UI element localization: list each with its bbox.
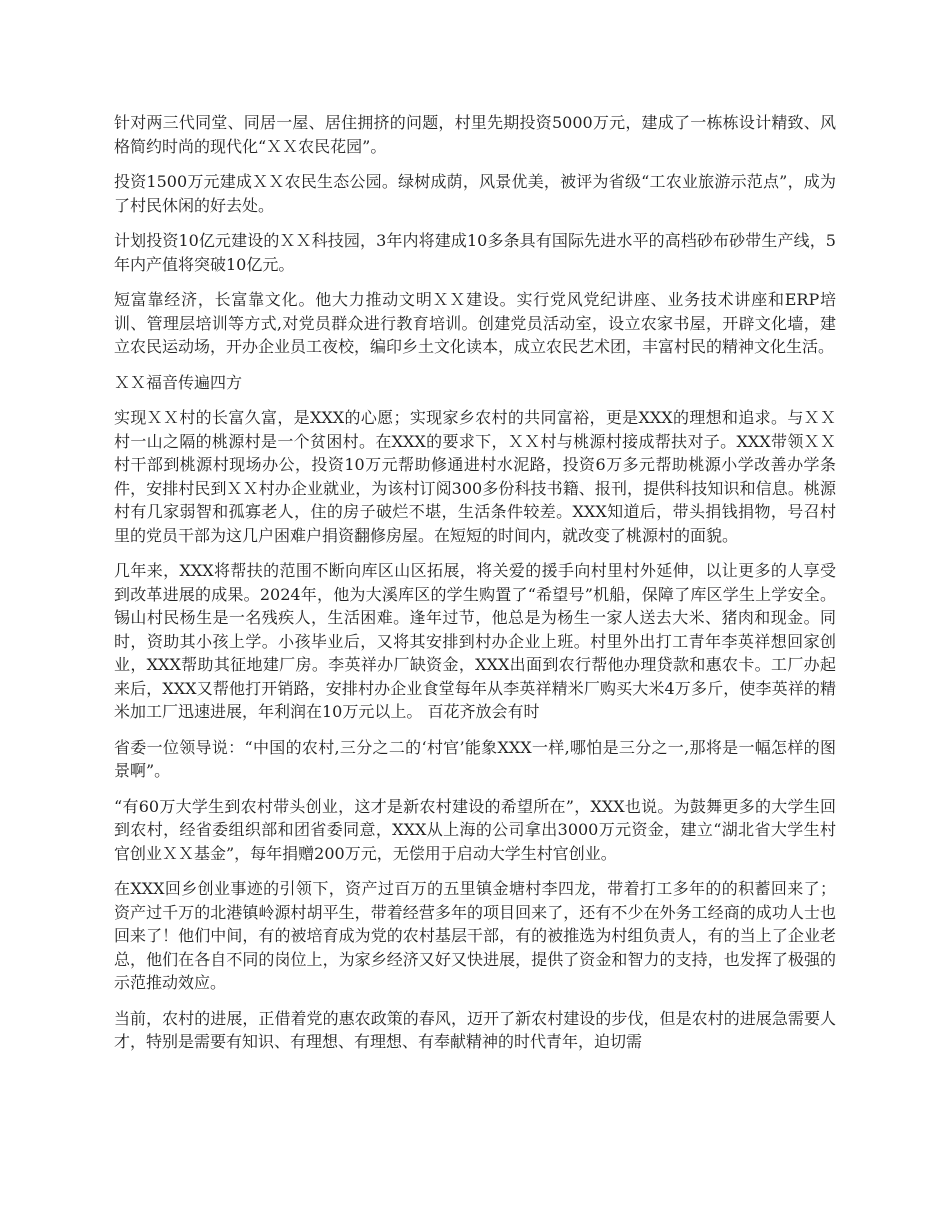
paragraph-leader-quote: 省委一位领导说：“中国的农村,三分之二的‘村官’能象XXX一样,哪怕是三分之一,那将是一幅怎样的图景啊”。 bbox=[114, 737, 836, 780]
section-heading-gospel: ＸＸ福音传遍四方 bbox=[114, 372, 243, 392]
paragraph-students-fund: “有60万大学生到农村带头创业，这才是新农村建设的希望所在”，XXX也说。为鼓舞更多的大学生回到农村，经省委组织部和团省委同意，XXX从上海的公司拿出3000万元资金，建立“湖北省大学生村官创业ＸＸ基金”，每年捐赠200万元，无偿用于启动大学生村官创业。 bbox=[114, 796, 836, 863]
paragraph-taoyuan-village: 实现ＸＸ村的长富久富，是XXX的心愿；实现家乡农村的共同富裕，更是XXX的理想和追求。与ＸＸ村一山之隔的桃源村是一个贫困村。在XXX的要求下，ＸＸ村与桃源村接成帮扶对子。XXX带领ＸＸ村干部到桃源村现场办公，投资10万元帮助修通进村水泥路，投资6万多元帮助桃源小学改善办学条件，安排村民到ＸＸ村办企业就业，为该村订阅300多份科技书籍、报刊，提供科技知识和信息。桃源村有几家弱智和孤寡老人，住的房子破烂不堪，生活条件较差。XXX知道后，带头捐钱捐物，号召村里的党员干部为这几户困难户捐资翻修房屋。在短短的时间内，就改变了桃源村的面貌。 bbox=[114, 408, 836, 545]
paragraph-current-development: 当前，农村的进展，正借着党的惠农政策的春风，迈开了新农村建设的步伐，但是农村的进展急需要人才，特别是需要有知识、有理想、有理想、有奉献精神的时代青年，迫切需 bbox=[114, 1008, 836, 1051]
document-body bbox=[114, 111, 836, 1066]
paragraph-ecology-park: 投资1500万元建成ＸＸ农民生态公园。绿树成荫，风景优美，被评为省级“工农业旅游示范点”，成为了村民休闲的好去处。 bbox=[114, 172, 836, 215]
paragraph-farmer-garden: 针对两三代同堂、同居一屋、居住拥挤的问题，村里先期投资5000万元，建成了一栋栋设计精致、风格简约时尚的现代化“ＸＸ农民花园”。 bbox=[114, 113, 836, 156]
paragraph-assistance: 几年来，XXX将帮扶的范围不断向库区山区拓展，将关爱的援手向村里村外延伸，以让更多的人享受到改革进展的成果。2024年，他为大溪库区的学生购置了“希望号”机船，保障了库区学生上学安全。锡山村民杨生是一名残疾人，生活困难。逢年过节，他总是为杨生一家人送去大米、猪肉和现金。同时，资助其小孩上学。小孩毕业后，又将其安排到村办企业上班。村里外出打工青年李英祥想回家创业，XXX帮助其征地建厂房。李英祥办厂缺资金，XXX出面到农行帮他办理贷款和惠农卡。工厂办起来后，XXX又帮他打开销路，安排村办企业食堂每年从李英祥精米厂购买大米4万多斤，使李英祥的精米加工厂迅速进展，年利润在10万元以上。 百花齐放会有时 bbox=[114, 561, 836, 721]
paragraph-returnees: 在XXX回乡创业事迹的引领下，资产过百万的五里镇金塘村李四龙，带着打工多年的的积蓄回来了；资产过千万的北港镇岭源村胡平生，带着经营多年的项目回来了，还有不少在外务工经商的成功人士也回来了！他们中间，有的被培育成为党的农村基层干部，有的被推选为村组负责人，有的当上了企业老总，他们在各自不同的岗位上，为家乡经济又好又快进展，提供了资金和智力的支持，也发挥了极强的示范推动效应。 bbox=[114, 879, 836, 992]
paragraph-culture: 短富靠经济，长富靠文化。他大力推动文明ＸＸ建设。实行党风党纪讲座、业务技术讲座和ERP培训、管理层培训等方式,对党员群众进行教育培训。创建党员活动室，设立农家书屋，开辟文化墙，建立农民运动场，开办企业员工夜校，编印乡土文化读本，成立农民艺术团，丰富村民的精神文化生活。 bbox=[114, 290, 836, 356]
paragraph-tech-park: 计划投资10亿元建设的ＸＸ科技园，3年内将建成10多条具有国际先进水平的高档砂布砂带生产线，5年内产值将突破10亿元。 bbox=[114, 231, 836, 274]
